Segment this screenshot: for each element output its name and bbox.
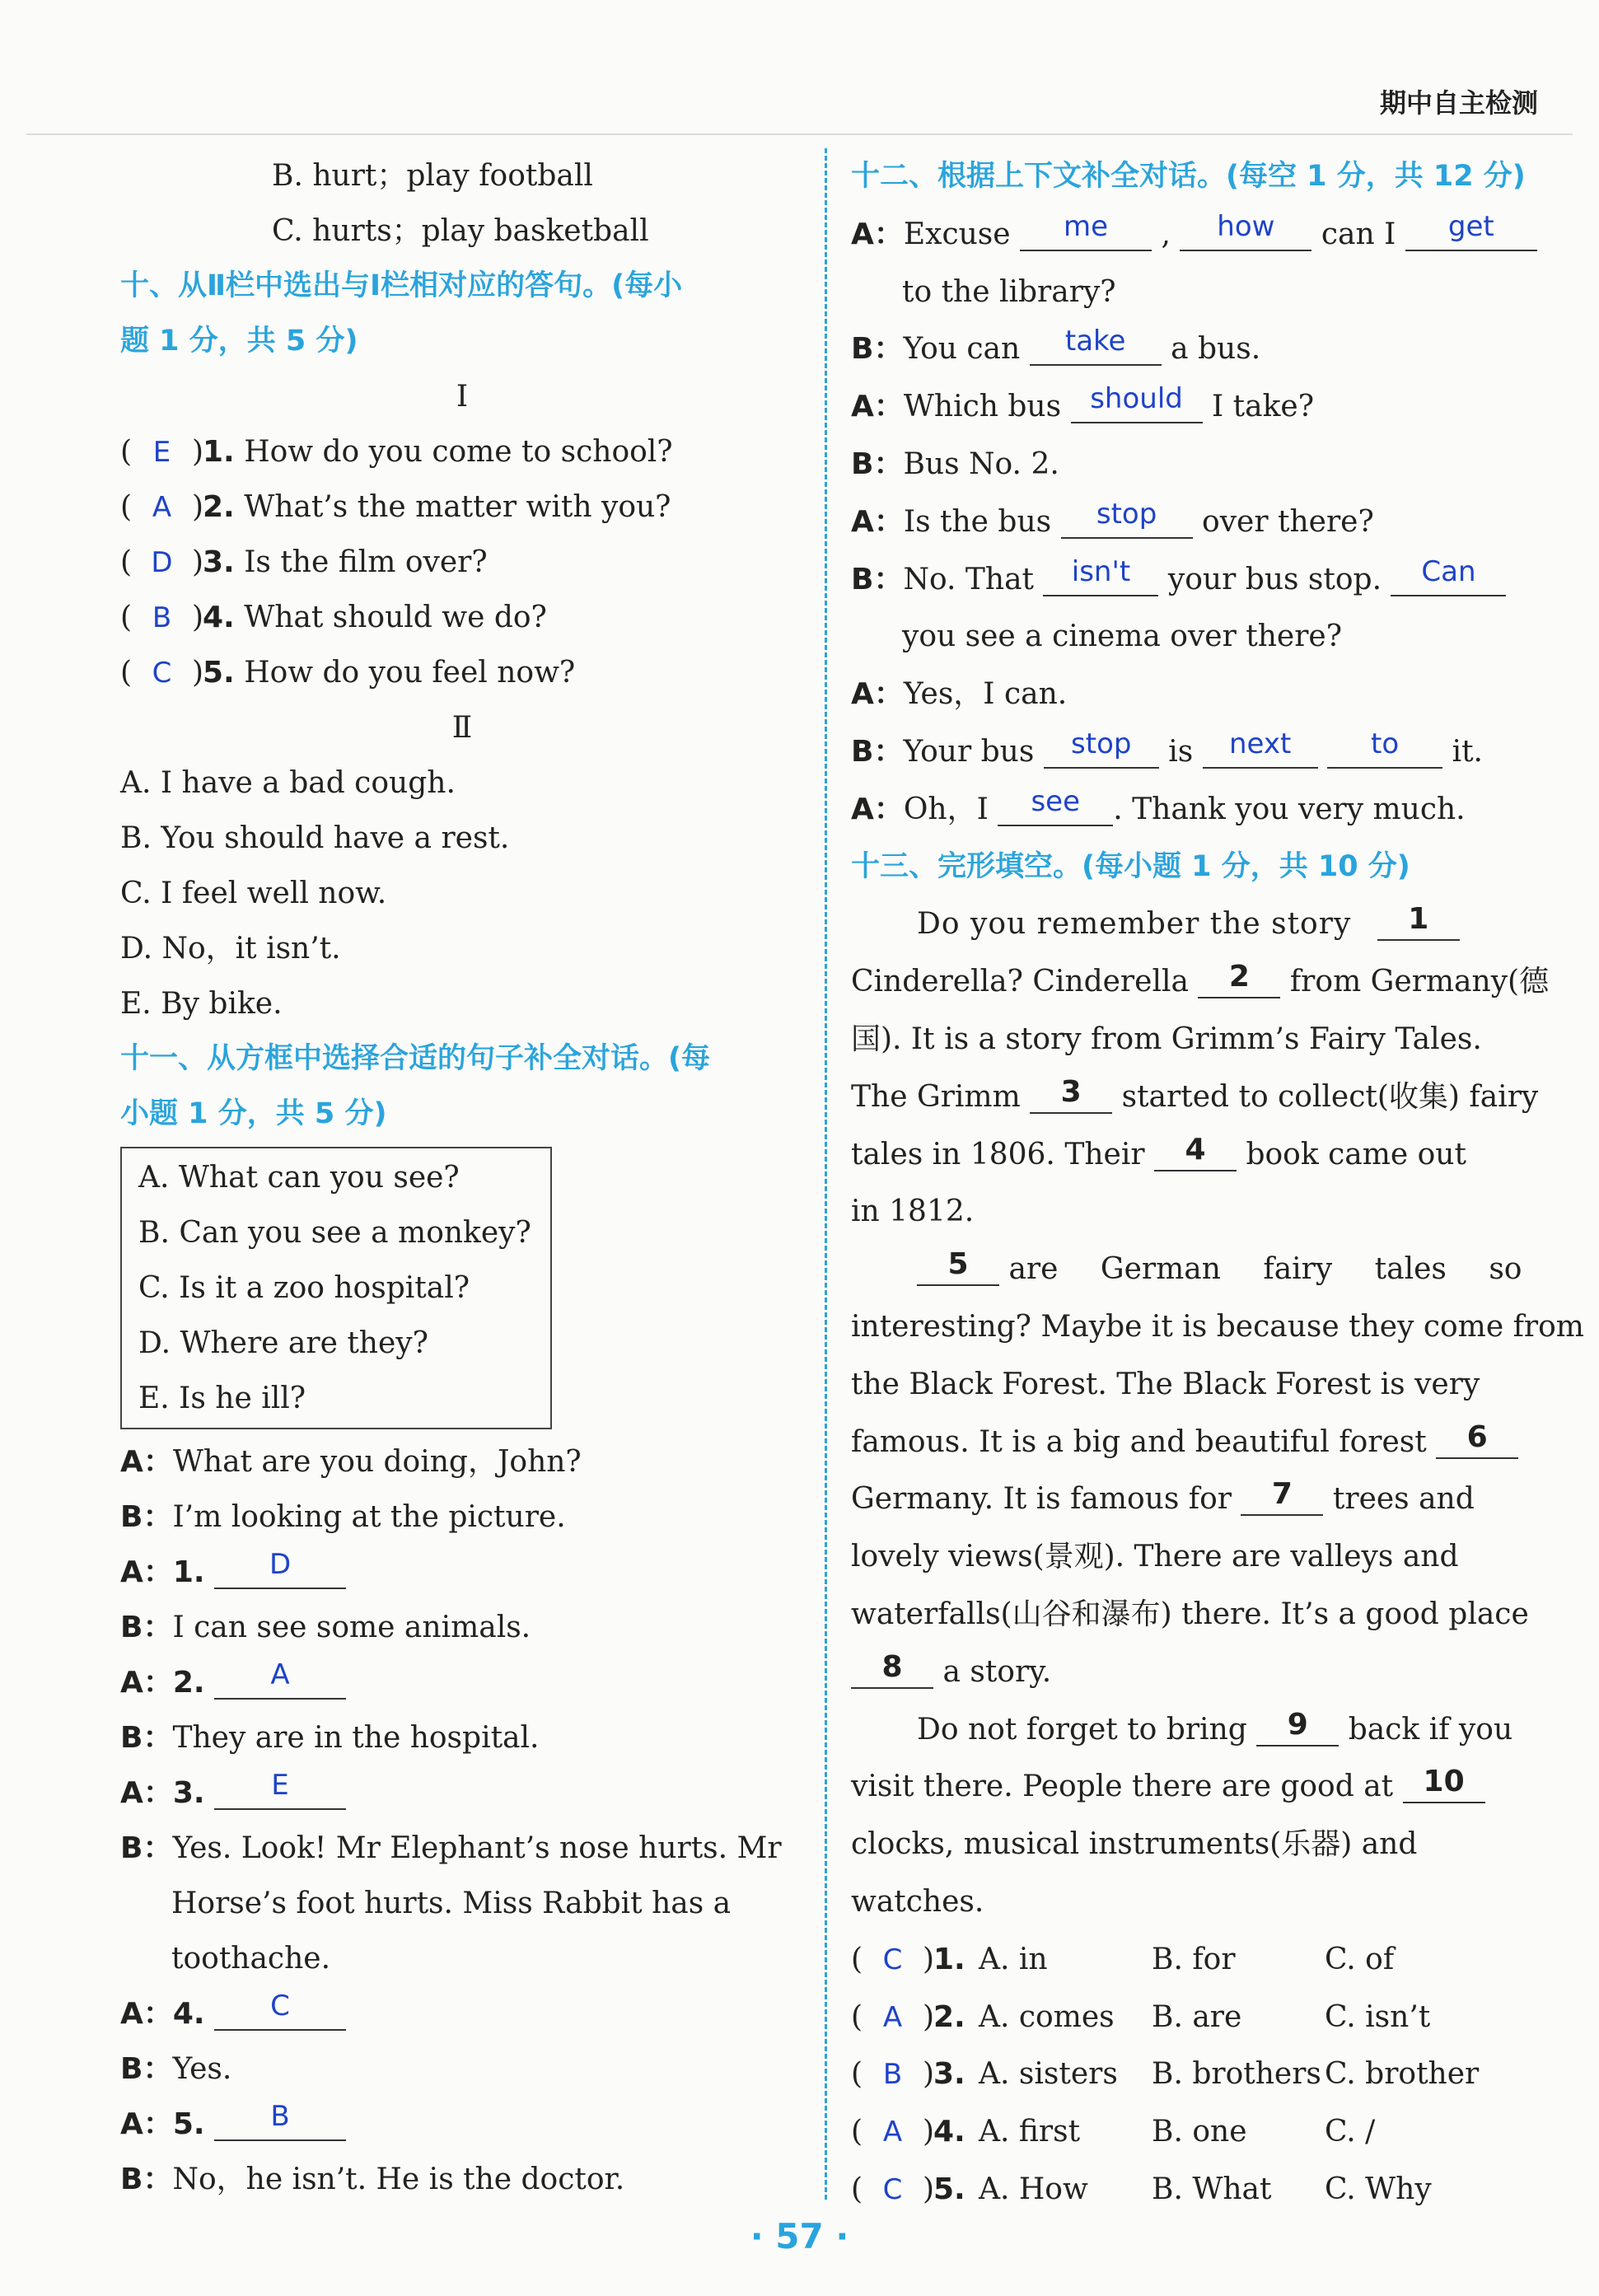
conv-blank-11[interactable]: to	[1327, 727, 1442, 769]
blank-answer-5[interactable]: B	[214, 2100, 346, 2141]
box-option-c: C. Is it a zoo hospital?	[138, 1271, 470, 1305]
dialog-line-7: B：No，he isn’t. He is the doctor.	[120, 2163, 625, 2196]
cloze-mc-4: ( A )4. A. first B. one C. /	[851, 2103, 1536, 2161]
cloze-mc-2: ( A )2. A. comes B. are C. isn’t	[851, 1989, 1536, 2046]
conv-blank-4[interactable]: take	[1030, 325, 1162, 366]
box-option-a: A. What can you see?	[138, 1161, 460, 1195]
cloze-line-8: interesting? Maybe it is because they come from	[851, 1309, 1584, 1344]
cloze-blank-9[interactable]: 9	[1256, 1705, 1339, 1747]
cloze-answer-1[interactable]: C	[882, 1943, 903, 1976]
conv-line-4: B：Bus No. 2.	[851, 447, 1059, 481]
cloze-line-16: visit there. People there are good at 10	[851, 1758, 1536, 1816]
dialog-blank-5: A：5. B	[120, 2097, 804, 2152]
dialog-blank-4: A：4. C	[120, 1986, 804, 2041]
conv-line-6-cont: you see a cinema over there?	[902, 620, 1343, 654]
section-10-title-cont: 题 1 分，共 5 分)	[120, 325, 358, 358]
header-rule	[26, 133, 1573, 135]
conv-blank-7[interactable]: isn't	[1043, 555, 1158, 596]
cloze-blank-7[interactable]: 7	[1241, 1475, 1323, 1516]
dialog-line-3: B：I can see some animals.	[120, 1611, 531, 1644]
cloze-answer-2[interactable]: A	[882, 2000, 903, 2034]
cloze-line-13: waterfalls(山谷和瀑布) there. It’s a good place	[851, 1597, 1529, 1631]
section-10-title: 十、从Ⅱ栏中选出与Ⅰ栏相对应的答句。(每小	[120, 269, 683, 302]
answer-option-d: D. No，it isn’t.	[120, 932, 341, 966]
section-13-title: 十三、完形填空。(每小题 1 分，共 10 分)	[851, 849, 1410, 883]
cloze-blank-4[interactable]: 4	[1154, 1130, 1237, 1171]
answer-option-e: E. By bike.	[120, 987, 283, 1021]
prev-option-b: B. hurt；play football	[272, 159, 593, 193]
dialog-blank-3: A：3. E	[120, 1765, 804, 1821]
conv-line-2: B：You can take a bus.	[851, 325, 1261, 367]
column-one-label: Ⅰ	[456, 380, 469, 414]
cloze-line-3: 国). It is a story from Grimm’s Fairy Tales.	[851, 1022, 1482, 1056]
page-header-title: 期中自主检测	[1379, 87, 1538, 119]
cloze-blank-1[interactable]: 1	[1377, 900, 1460, 941]
match-item-1: ( E )1. How do you come to school?	[120, 424, 804, 479]
left-column	[120, 148, 804, 2207]
cloze-blank-6[interactable]: 6	[1436, 1418, 1518, 1459]
conv-line-1-cont: to the library?	[902, 274, 1116, 309]
conv-blank-10[interactable]: next	[1203, 727, 1318, 769]
cloze-line-15: Do not forget to bring 9 back if you	[851, 1701, 1536, 1759]
cloze-mc-5: ( C )5. A. How B. What C. Why	[851, 2161, 1536, 2219]
dialog-line-4: B：They are in the hospital.	[120, 1721, 540, 1755]
conv-line-7: A：Yes，I can.	[851, 677, 1068, 712]
cloze-line-9: the Black Forest. The Black Forest is very	[851, 1367, 1480, 1401]
cloze-line-11: Germany. It is famous for 7 trees and	[851, 1471, 1536, 1528]
cloze-line-5: tales in 1806. Their 4 book came out	[851, 1126, 1536, 1184]
cloze-blank-3[interactable]: 3	[1030, 1073, 1112, 1114]
answer-option-a: A. I have a bad cough.	[120, 766, 456, 800]
answer-option-c: C. I feel well now.	[120, 877, 387, 910]
section-11-title: 十一、从方框中选择合适的句子补全对话。(每	[120, 1042, 710, 1075]
conv-blank-1[interactable]: me	[1020, 210, 1152, 251]
prev-option-c: C. hurts；play basketball	[272, 214, 649, 248]
section-11-title-cont: 小题 1 分，共 5 分)	[120, 1097, 387, 1130]
cloze-blank-8[interactable]: 8	[851, 1648, 933, 1689]
match-item-5: ( C )5. How do you feel now?	[120, 645, 804, 700]
cloze-blank-10[interactable]: 10	[1403, 1762, 1485, 1803]
cloze-line-14: 8 a story.	[851, 1644, 1536, 1701]
cloze-blank-2[interactable]: 2	[1198, 957, 1280, 998]
blank-answer-3[interactable]: E	[214, 1769, 346, 1810]
blank-answer-1[interactable]: D	[214, 1548, 346, 1589]
cloze-line-1: Do you remember the story 1	[851, 895, 1536, 953]
conv-blank-9[interactable]: stop	[1044, 727, 1159, 769]
cloze-line-6: in 1812.	[851, 1195, 975, 1229]
conv-line-6: B：No. That isn't your bus stop. Can	[851, 551, 1536, 609]
conv-line-1: A：Excuse me , how can I get	[851, 206, 1536, 264]
conv-blank-2[interactable]: how	[1180, 210, 1311, 251]
box-option-d: D. Where are they?	[138, 1326, 428, 1360]
cloze-line-10: famous. It is a big and beautiful forest 6	[851, 1414, 1536, 1471]
column-two-label: Ⅱ	[451, 711, 473, 745]
dialog-blank-1: A：1. D	[120, 1545, 804, 1600]
match-item-4: ( B )4. What should we do?	[120, 590, 804, 645]
cloze-mc-1: ( C )1. A. in B. for C. of	[851, 1931, 1536, 1989]
right-column	[851, 148, 1584, 2219]
dialog-line-5-cont: Horse’s foot hurts. Miss Rabbit has a	[171, 1887, 732, 1920]
dialog-line-5: B：Yes. Look! Mr Elephant’s nose hurts. Mr	[120, 1831, 782, 1865]
match-answer-2[interactable]: A	[152, 491, 172, 524]
blank-answer-2[interactable]: A	[214, 1658, 346, 1700]
section-12-title: 十二、根据上下文补全对话。(每空 1 分，共 12 分)	[851, 160, 1526, 193]
dialog-line-2: B：I’m looking at the picture.	[120, 1500, 566, 1534]
cloze-answer-3[interactable]: B	[882, 2058, 903, 2092]
dialog-line-5-cont2: toothache.	[171, 1942, 331, 1976]
conv-blank-12[interactable]: see	[998, 785, 1113, 826]
dialog-blank-2: A：2. A	[120, 1655, 804, 1710]
match-answer-3[interactable]: D	[151, 546, 173, 579]
cloze-line-4: The Grimm 3 started to collect(收集) fairy	[851, 1069, 1536, 1126]
conv-blank-3[interactable]: get	[1405, 210, 1537, 251]
blank-answer-4[interactable]: C	[214, 1990, 346, 2031]
match-answer-1[interactable]: E	[152, 436, 171, 469]
cloze-mc-3: ( B )3. A. sisters B. brothers C. brother	[851, 2046, 1536, 2103]
conv-line-3: A：Which bus should I take?	[851, 382, 1314, 424]
sentence-box	[120, 1147, 552, 1429]
conv-line-5: A：Is the bus stop over there?	[851, 497, 1374, 539]
match-answer-5[interactable]: C	[152, 657, 172, 690]
dialog-line-1: A：What are you doing，John?	[120, 1445, 582, 1479]
box-option-b: B. Can you see a monkey?	[138, 1216, 531, 1250]
conv-line-8: B：Your bus stop is next to it.	[851, 727, 1484, 769]
page-number: · 57 ·	[750, 2216, 849, 2256]
dialog-line-6: B：Yes.	[120, 2052, 232, 2086]
match-item-3: ( D )3. Is the film over?	[120, 535, 804, 590]
conv-blank-8[interactable]: Can	[1391, 555, 1506, 596]
cloze-line-7: 5 are German fairy tales so	[851, 1241, 1536, 1298]
match-item-2: ( A )2. What’s the matter with you?	[120, 479, 804, 535]
cloze-line-2: Cinderella? Cinderella 2 from Germany(德	[851, 953, 1536, 1011]
box-option-e: E. Is he ill?	[138, 1382, 306, 1415]
cloze-answer-5[interactable]: C	[882, 2172, 903, 2206]
answer-option-b: B. You should have a rest.	[120, 821, 510, 855]
column-divider	[825, 148, 827, 2200]
conv-blank-6[interactable]: stop	[1061, 498, 1193, 539]
conv-blank-5[interactable]: should	[1071, 382, 1203, 423]
conv-line-9: A：Oh，I see . Thank you very much.	[851, 784, 1466, 826]
cloze-line-17: clocks, musical instruments(乐器) and	[851, 1827, 1418, 1862]
cloze-line-18: watches.	[851, 1884, 984, 1919]
cloze-line-12: lovely views(景观). There are valleys and	[851, 1540, 1459, 1574]
match-answer-4[interactable]: B	[152, 601, 172, 634]
cloze-answer-4[interactable]: A	[882, 2116, 903, 2149]
cloze-blank-5[interactable]: 5	[917, 1245, 999, 1286]
